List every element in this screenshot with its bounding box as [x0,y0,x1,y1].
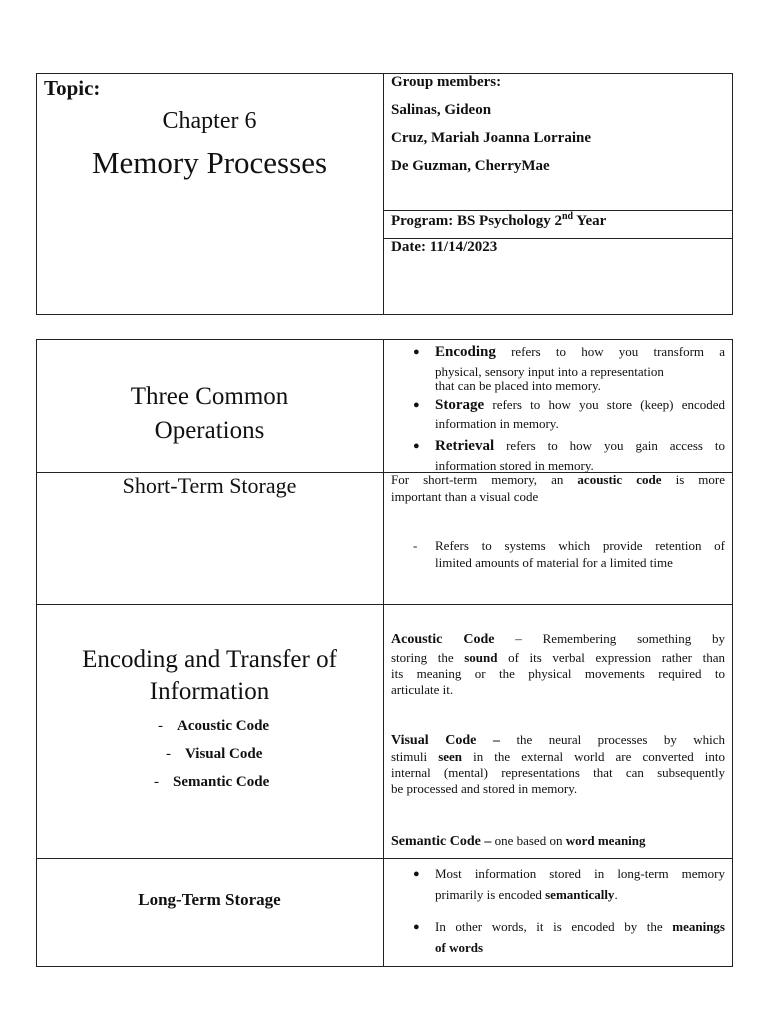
row-divider-3 [36,858,733,859]
members-label: Group members: [391,74,502,90]
row-divider-2 [36,604,733,605]
subtype-acoustic: - Acoustic Code [158,718,270,734]
topic-label: Topic: [44,76,101,100]
encoding-title: Encoding and Transfer of Information [82,646,337,705]
bullet-icon: ● [413,440,420,452]
page-title: Memory Processes [91,145,328,180]
bullet-icon: ● [413,868,420,880]
date-text: Date: 11/14/2023 [391,239,498,255]
chapter-label: Chapter 6 [162,108,257,134]
bullet-icon: ● [413,921,420,933]
header-divider [383,73,384,315]
member-3: De Guzman, CherryMae [391,158,550,174]
subtype-semantic: - Semantic Code [154,774,270,790]
short-term-title: Short-Term Storage [122,473,297,498]
long-term-title: Long-Term Storage [138,890,281,909]
member-2: Cruz, Mariah Joanna Lorraine [391,130,591,146]
bullet-icon: ● [413,399,420,411]
operations-title: Three Common Operations [130,383,289,444]
main-divider [383,339,384,967]
bullet-icon: ● [413,346,420,358]
program-text: Program: BS Psychology 2nd Year [391,211,607,229]
member-1: Salinas, Gideon [391,102,492,118]
subtype-visual: - Visual Code [166,746,263,762]
